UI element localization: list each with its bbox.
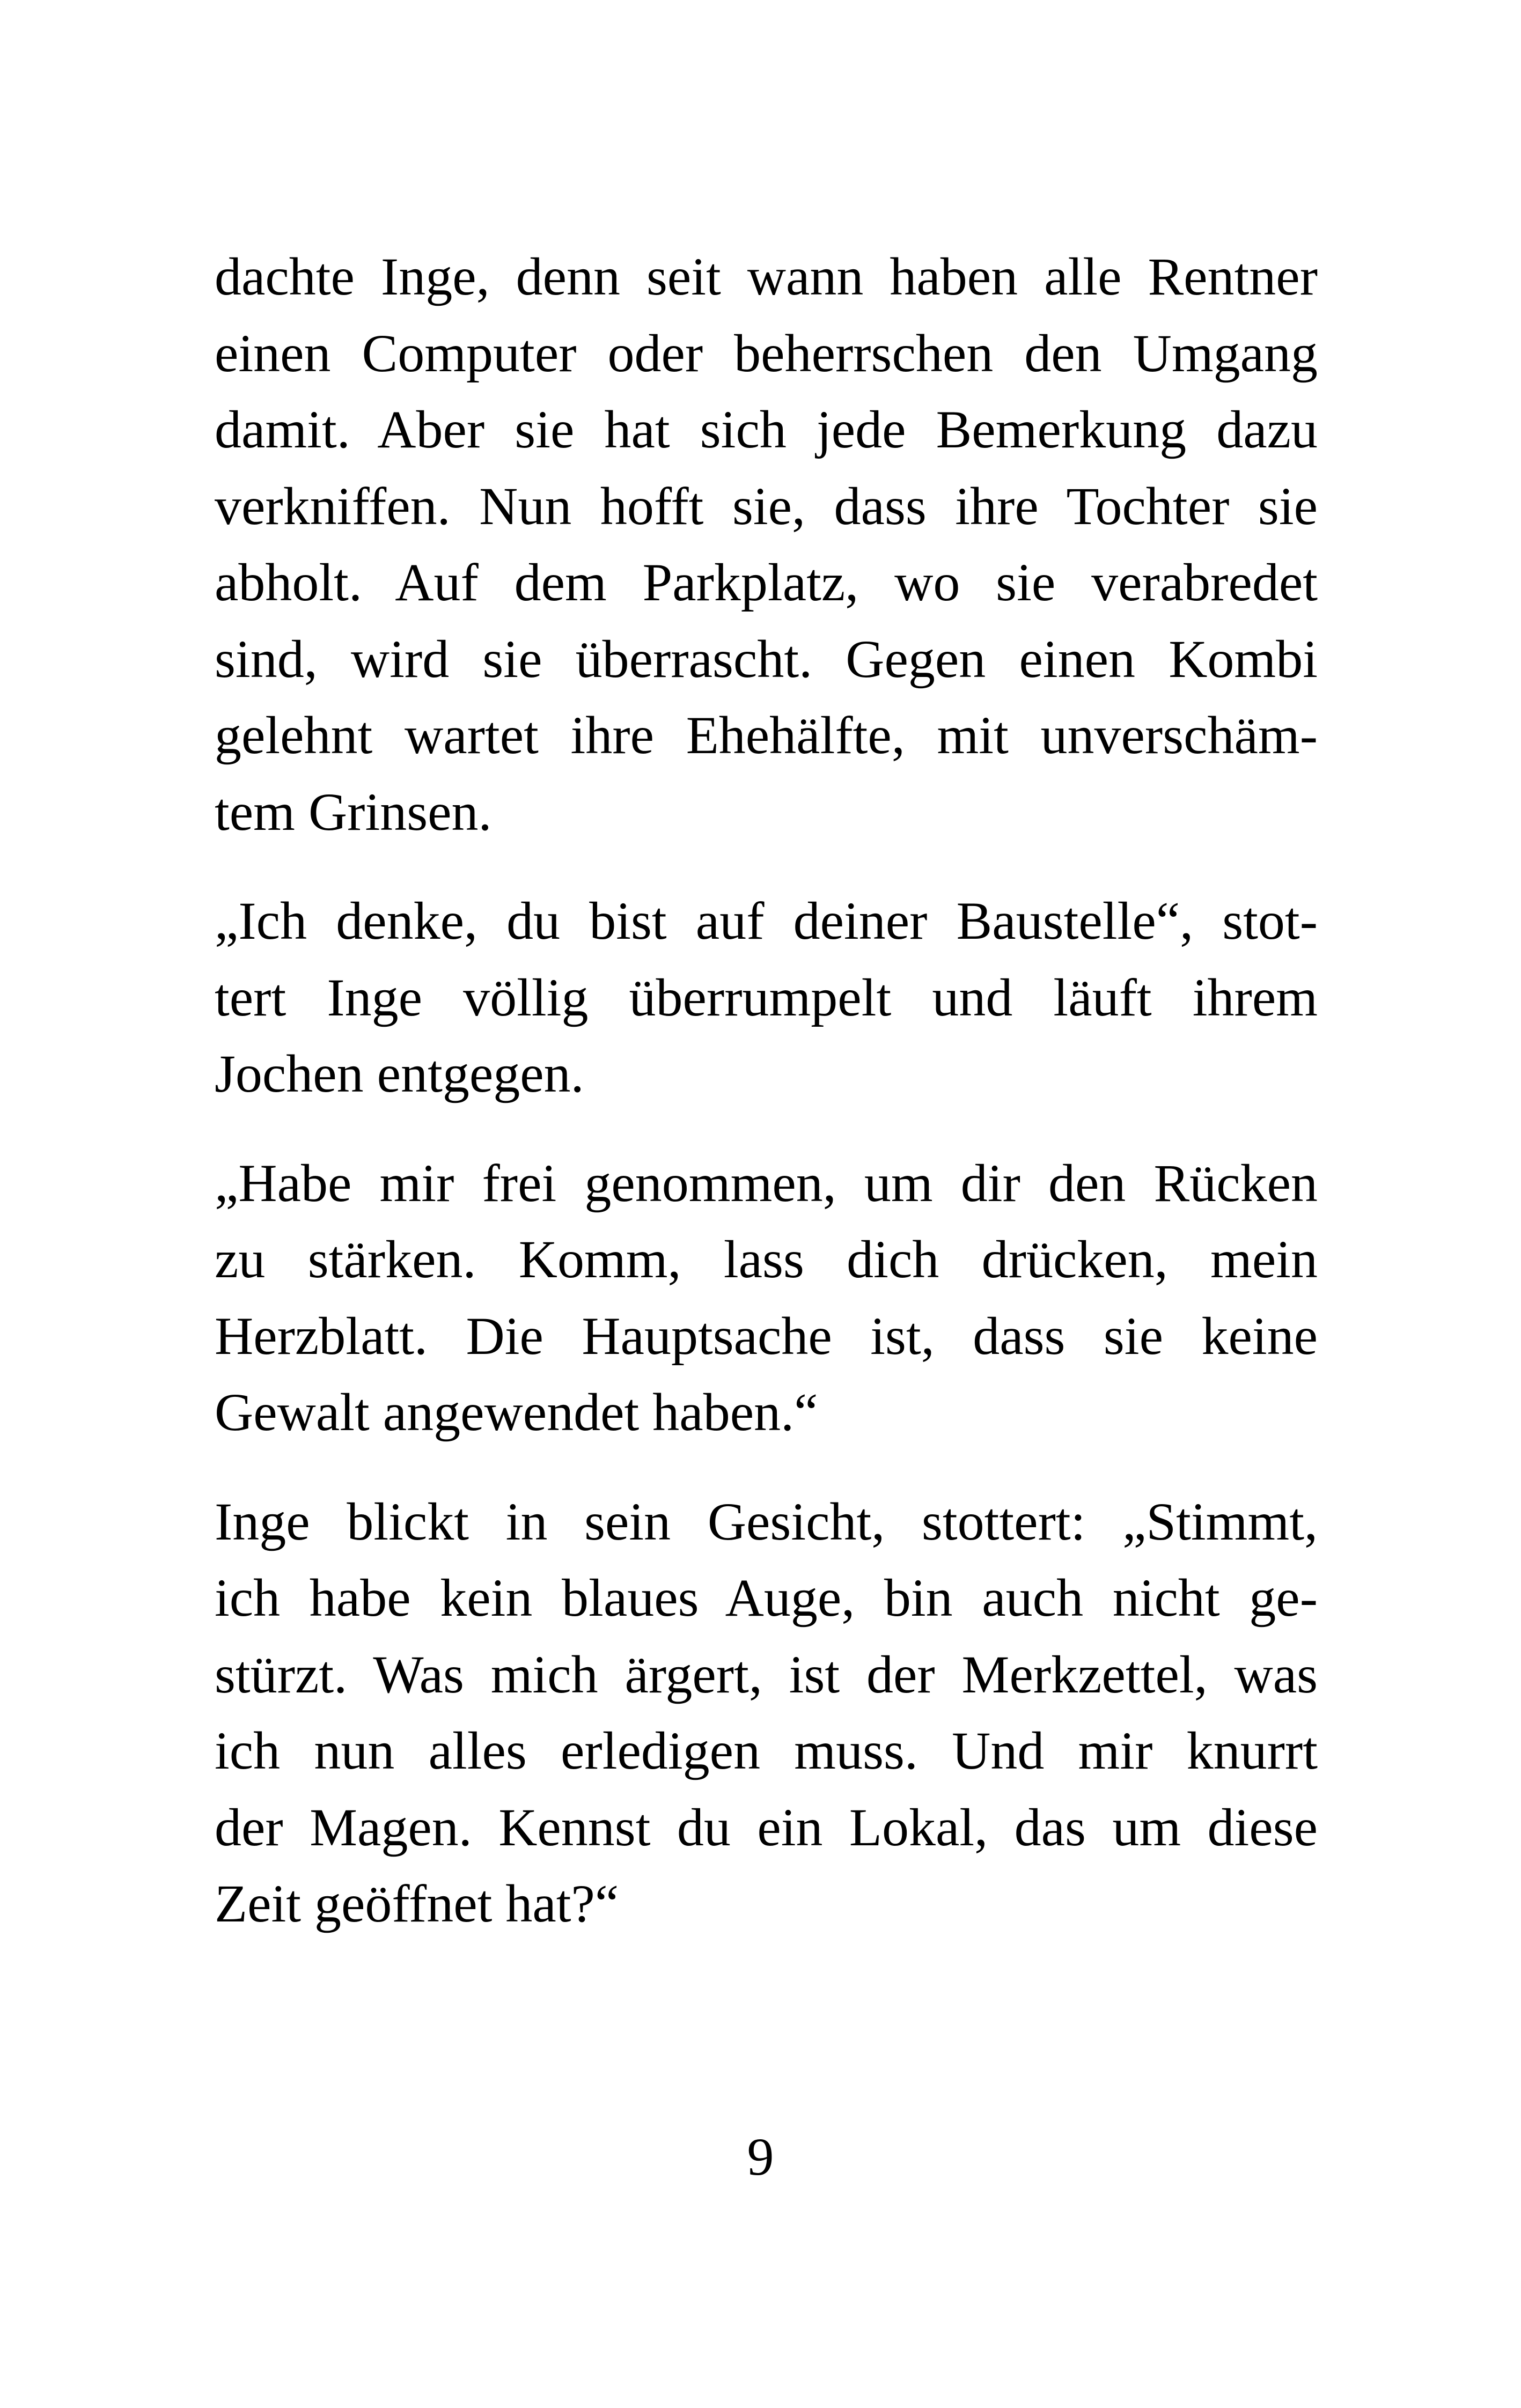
text-line: abholt. Auf dem Parkplatz, wo sie verabredet [215, 553, 1318, 612]
paragraph-4 [215, 1484, 1318, 1942]
text-line: gelehnt wartet ihre Ehehälfte, mit unverschäm- [215, 705, 1318, 765]
text-line: damit. Aber sie hat sich jede Bemerkung dazu [215, 400, 1318, 459]
paragraph-3 [215, 1145, 1318, 1451]
text-line: der Magen. Kennst du ein Lokal, das um diese [215, 1797, 1318, 1857]
text-line: Herzblatt. Die Hauptsache ist, dass sie keine [215, 1306, 1318, 1366]
text-line: Inge blickt in sein Gesicht, stottert: „Stimmt, [215, 1491, 1318, 1551]
text-line: zu stärken. Komm, lass dich drücken, mein [215, 1229, 1318, 1289]
text-line: Jochen entgegen. [215, 1044, 584, 1103]
text-line: ich nun alles erledigen muss. Und mir knurrt [215, 1721, 1318, 1780]
text-line: tem Grinsen. [215, 782, 492, 842]
paragraph-1 [215, 239, 1318, 850]
text-line: einen Computer oder beherrschen den Umgang [215, 323, 1318, 383]
text-line: stürzt. Was mich ärgert, ist der Merkzettel, was [215, 1644, 1318, 1704]
text-line: „Habe mir frei genommen, um dir den Rücken [215, 1153, 1318, 1213]
text-line: dachte Inge, denn seit wann haben alle Rentner [215, 247, 1318, 306]
text-line: tert Inge völlig überrumpelt und läuft ihrem [215, 967, 1318, 1027]
page-number: 9 [747, 2127, 774, 2186]
text-line: Zeit geöffnet hat?“ [215, 1874, 619, 1933]
text-line: sind, wird sie überrascht. Gegen einen Kombi [215, 629, 1318, 689]
text-line: ich habe kein blaues Auge, bin auch nicht ge- [215, 1568, 1318, 1628]
paragraph-2 [215, 883, 1318, 1113]
text-line: Gewalt angewendet haben.“ [215, 1382, 818, 1442]
text-line: verkniffen. Nun hofft sie, dass ihre Tochter sie [215, 476, 1318, 536]
text-line: „Ich denke, du bist auf deiner Baustelle“, stot- [215, 891, 1318, 951]
body-text [215, 239, 1318, 1942]
